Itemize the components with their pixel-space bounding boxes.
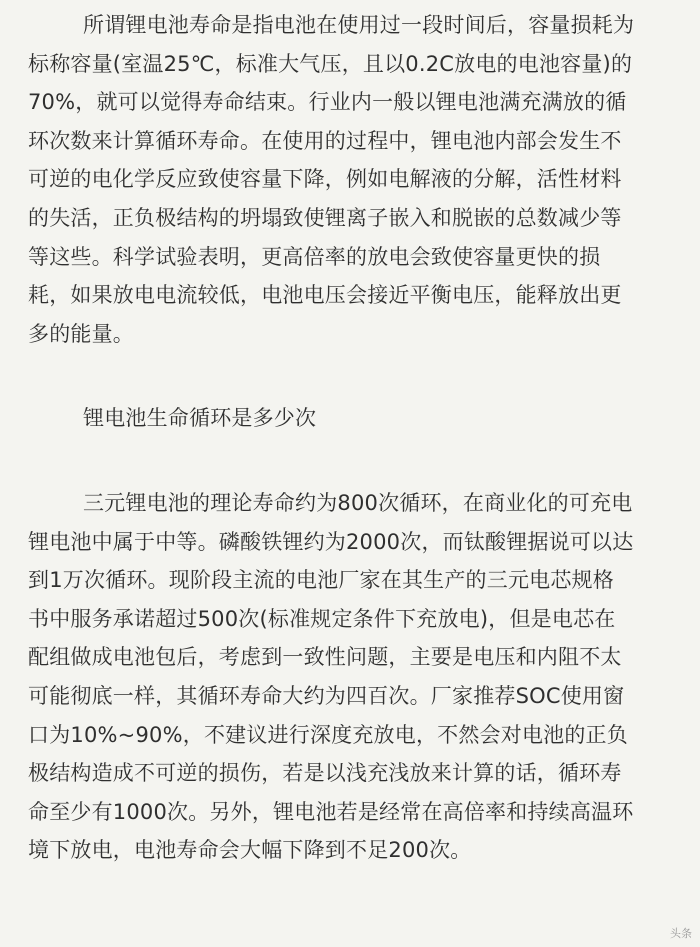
article-body — [28, 6, 674, 870]
paragraph-line: 环次数来计算循环寿命。在使用的过程中，锂电池内部会发生不 — [28, 128, 622, 153]
paragraph-line: 命至少有1000次。另外，锂电池若是经常在高倍率和持续高温环 — [28, 799, 634, 824]
paragraph-line: 等这些。科学试验表明，更高倍率的放电会致使容量更快的损 — [28, 244, 601, 269]
paragraph-line: 境下放电，电池寿命会大幅下降到不足200次。 — [28, 838, 472, 863]
watermark-label: 头条 — [670, 927, 692, 940]
paragraph-line: 书中服务承诺超过500次(标准规定条件下充放电)，但是电芯在 — [28, 606, 616, 631]
paragraph-cycle-count — [28, 484, 674, 870]
paragraph-line: 标称容量(室温25℃，标准大气压，且以0.2C放电的电池容量)的 — [28, 51, 633, 76]
paragraph-battery-life-definition — [28, 6, 674, 353]
section-heading: 锂电池生命循环是多少次 — [83, 406, 317, 431]
paragraph-line: 锂电池中属于中等。磷酸铁锂约为2000次，而钛酸锂据说可以达 — [28, 529, 634, 554]
paragraph-line: 可逆的电化学反应致使容量下降，例如电解液的分解，活性材料 — [28, 167, 622, 192]
paragraph-line: 可能彻底一样，其循环寿命大约为四百次。厂家推荐SOC使用窗 — [28, 683, 625, 708]
paragraph-line: 所谓锂电池寿命是指电池在使用过一段时间后，容量损耗为 — [83, 13, 635, 37]
paragraph-line: 的失活，正负极结构的坍塌致使锂离子嵌入和脱嵌的总数减少等 — [28, 205, 622, 230]
paragraph-line: 口为10%~90%，不建议进行深度充放电，不然会对电池的正负 — [28, 722, 628, 747]
paragraph-line: 极结构造成不可逆的损伤，若是以浅充浅放来计算的话，循环寿 — [28, 761, 622, 786]
paragraph-line: 三元锂电池的理论寿命约为800次循环，在商业化的可充电 — [83, 490, 633, 515]
paragraph-line: 70%，就可以觉得寿命结束。行业内一般以锂电池满充满放的循 — [28, 90, 627, 115]
paragraph-line: 多的能量。 — [28, 321, 134, 346]
paragraph-line: 到1万次循环。现阶段主流的电池厂家在其生产的三元电芯规格 — [28, 568, 614, 593]
paragraph-line: 配组做成电池包后，考虑到一致性问题，主要是电压和内阻不太 — [28, 645, 622, 670]
paragraph-line: 耗，如果放电电流较低，电池电压会接近平衡电压，能释放出更 — [28, 283, 622, 308]
